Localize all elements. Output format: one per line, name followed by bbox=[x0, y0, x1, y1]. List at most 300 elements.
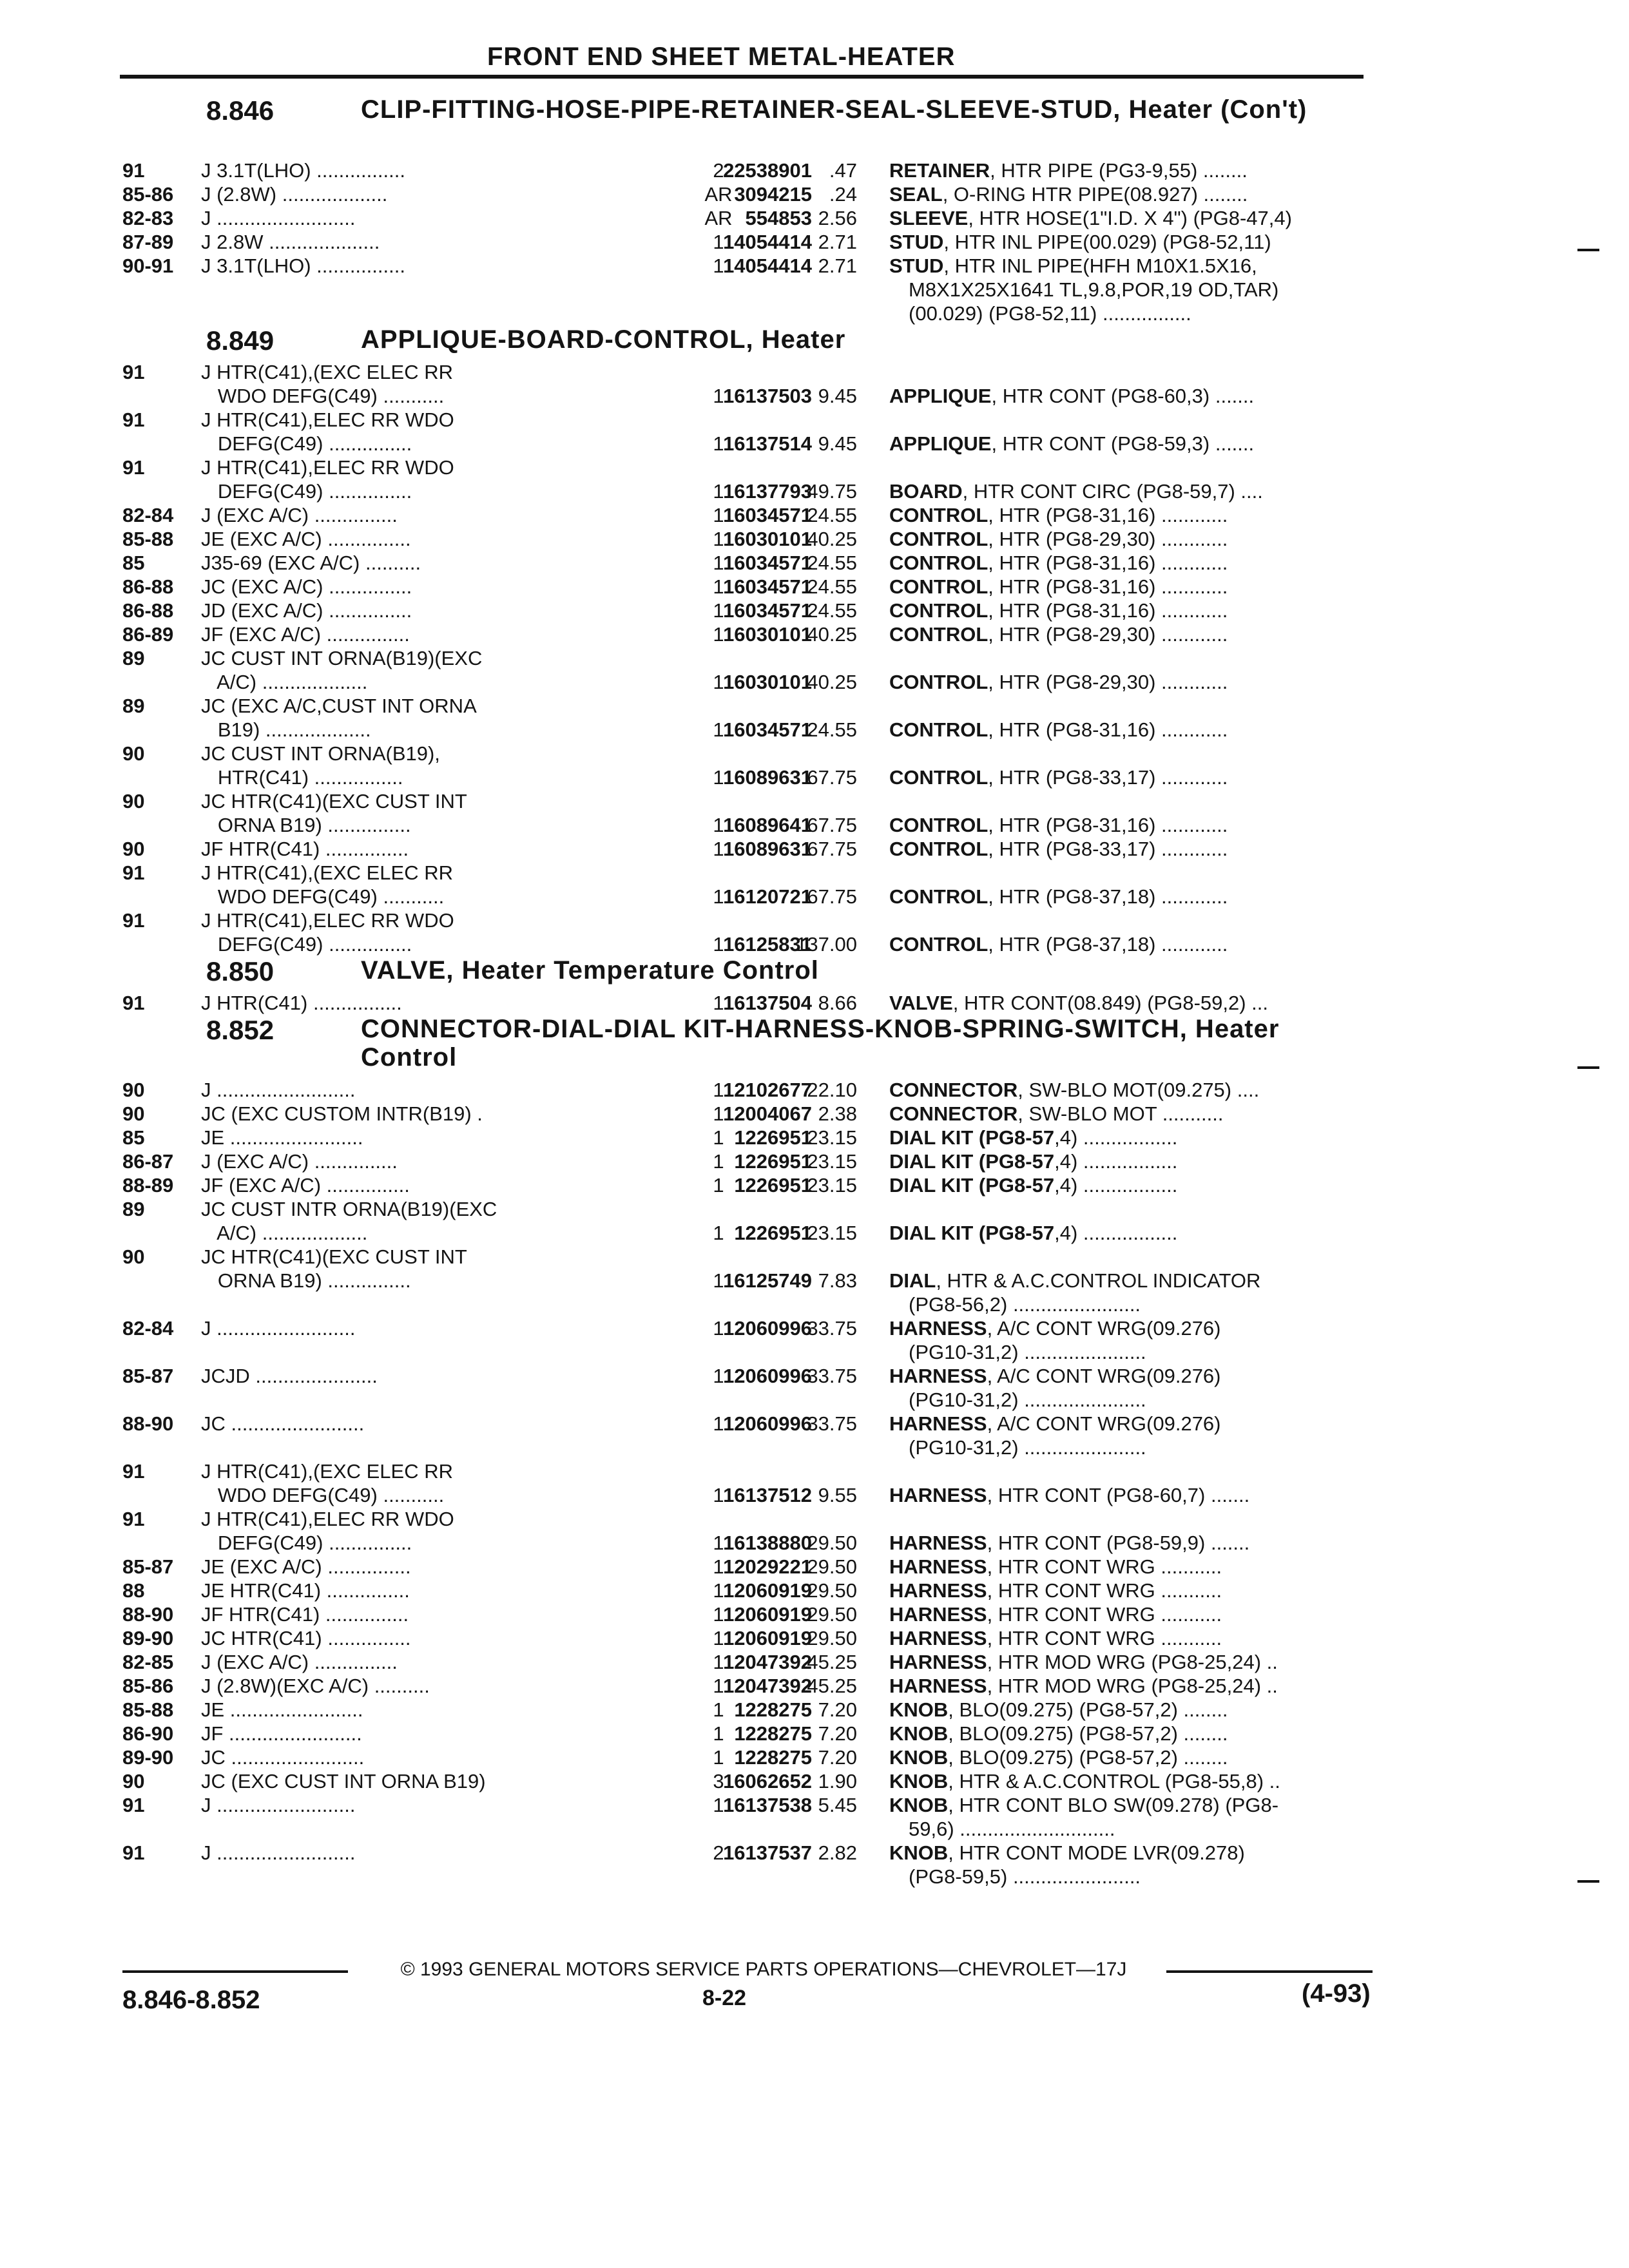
description-line: KNOB, BLO(09.275) (PG8-57,2) ........ bbox=[889, 1698, 1228, 1721]
model-year: 86-88 bbox=[122, 575, 174, 598]
application-line: J HTR(C41),(EXC ELEC RR bbox=[201, 861, 453, 884]
part-row bbox=[122, 1459, 1385, 1507]
model-year: 91 bbox=[122, 456, 145, 479]
application-line: J ......................... bbox=[201, 1317, 356, 1340]
catalog-section bbox=[122, 1015, 1385, 1888]
application bbox=[201, 1149, 549, 1173]
part-row bbox=[122, 408, 1385, 456]
application-line: J 2.8W .................... bbox=[201, 231, 380, 253]
part-row bbox=[122, 1126, 1385, 1149]
part-description bbox=[889, 527, 1366, 551]
application-line: DEFG(C49) ............... bbox=[201, 933, 412, 956]
part-row bbox=[122, 837, 1385, 861]
description-line: CONTROL, HTR (PG8-29,30) ............ bbox=[889, 623, 1228, 646]
part-description bbox=[889, 182, 1366, 206]
list-price: 7.20 bbox=[818, 1722, 857, 1745]
application bbox=[201, 1078, 549, 1102]
part-row bbox=[122, 1197, 1385, 1245]
application bbox=[201, 575, 549, 599]
part-description bbox=[889, 1173, 1366, 1197]
part-row bbox=[122, 159, 1385, 182]
application-line: J ......................... bbox=[201, 1079, 356, 1101]
part-row bbox=[122, 646, 1385, 694]
description-line: HARNESS, HTR CONT (PG8-59,9) ....... bbox=[889, 1532, 1250, 1554]
part-description bbox=[889, 932, 1366, 956]
description-line: 59,6) ............................ bbox=[909, 1818, 1115, 1840]
description-line: CONTROL, HTR (PG8-37,18) ............ bbox=[889, 885, 1228, 908]
part-description bbox=[889, 991, 1366, 1015]
quantity: 1 bbox=[713, 1412, 724, 1435]
application-line: JE ........................ bbox=[201, 1126, 363, 1149]
model-year: 90 bbox=[122, 1245, 145, 1268]
description-line: HARNESS, HTR CONT WRG ........... bbox=[889, 1579, 1222, 1602]
model-year: 90 bbox=[122, 742, 145, 765]
quantity: 1 bbox=[713, 1150, 724, 1173]
list-price: 9.55 bbox=[818, 1484, 857, 1506]
model-year: 89 bbox=[122, 647, 145, 669]
footer-copyright: © 1993 GENERAL MOTORS SERVICE PARTS OPERATIONS—CHEVROLET—17J bbox=[400, 1959, 1127, 1980]
application-line: JC (EXC A/C) ............... bbox=[201, 575, 412, 598]
description-line: RETAINER, HTR PIPE (PG3-9,55) ........ bbox=[889, 159, 1248, 182]
model-year: 88 bbox=[122, 1579, 145, 1602]
part-name: HARNESS bbox=[889, 1532, 987, 1554]
application-line: DEFG(C49) ............... bbox=[201, 432, 412, 455]
quantity: 1 bbox=[713, 1746, 724, 1769]
part-number: 12060919 bbox=[723, 1579, 812, 1602]
list-price: 29.50 bbox=[807, 1555, 857, 1578]
model-year: 85-88 bbox=[122, 1698, 174, 1721]
application bbox=[201, 551, 549, 575]
part-number: 16034571 bbox=[723, 718, 812, 741]
part-description bbox=[889, 599, 1366, 622]
part-description bbox=[889, 837, 1366, 861]
part-row bbox=[122, 1626, 1385, 1650]
description-line: CONTROL, HTR (PG8-33,17) ............ bbox=[889, 838, 1228, 860]
application bbox=[201, 646, 549, 694]
list-price: .47 bbox=[829, 159, 857, 182]
description-line: CONTROL, HTR (PG8-31,16) ............ bbox=[889, 552, 1228, 574]
part-number: 16089631 bbox=[723, 838, 812, 860]
part-number: 12047392 bbox=[723, 1675, 812, 1697]
part-number: 1228275 bbox=[734, 1722, 812, 1745]
part-number: 16030101 bbox=[723, 623, 812, 646]
part-description bbox=[889, 1149, 1366, 1173]
part-row bbox=[122, 1078, 1385, 1102]
list-price: 7.20 bbox=[818, 1698, 857, 1721]
quantity: 1 bbox=[713, 1269, 724, 1292]
list-price: 24.55 bbox=[807, 718, 857, 741]
part-name: DIAL bbox=[889, 1269, 936, 1292]
application bbox=[201, 503, 549, 527]
part-number: 14054414 bbox=[723, 255, 812, 277]
application bbox=[201, 360, 549, 408]
part-name: BOARD bbox=[889, 480, 963, 503]
part-row bbox=[122, 575, 1385, 599]
application-line: ORNA B19) ............... bbox=[201, 814, 411, 836]
description-line: CONTROL, HTR (PG8-31,16) ............ bbox=[889, 599, 1228, 622]
model-year: 89 bbox=[122, 1198, 145, 1220]
part-description bbox=[889, 1555, 1366, 1579]
list-price: 45.25 bbox=[807, 1675, 857, 1697]
model-year: 91 bbox=[122, 1841, 145, 1864]
part-name: VALVE bbox=[889, 992, 953, 1014]
part-name: KNOB bbox=[889, 1770, 949, 1792]
quantity: 1 bbox=[713, 1555, 724, 1578]
part-row bbox=[122, 1745, 1385, 1769]
quantity: 1 bbox=[713, 385, 724, 407]
quantity: 1 bbox=[713, 1126, 724, 1149]
model-year: 90 bbox=[122, 1102, 145, 1125]
part-number: 16034571 bbox=[723, 599, 812, 622]
application-line: J ......................... bbox=[201, 207, 356, 229]
description-line: DIAL KIT (PG8-57,4) ................. bbox=[889, 1222, 1178, 1244]
description-line: CONTROL, HTR (PG8-31,16) ............ bbox=[889, 814, 1228, 836]
part-name: DIAL KIT (PG8-57 bbox=[889, 1150, 1055, 1173]
section-heading bbox=[122, 1015, 1385, 1078]
part-row bbox=[122, 206, 1385, 230]
application bbox=[201, 1579, 549, 1602]
part-number: 16034571 bbox=[723, 552, 812, 574]
part-row bbox=[122, 1579, 1385, 1602]
description-line: STUD, HTR INL PIPE(HFH M10X1.5X16, bbox=[889, 255, 1257, 277]
list-price: .24 bbox=[829, 183, 857, 206]
model-year: 91 bbox=[122, 361, 145, 383]
parts-catalog-listing bbox=[122, 95, 1385, 1888]
description-line: CONNECTOR, SW-BLO MOT ........... bbox=[889, 1102, 1224, 1125]
part-description bbox=[889, 503, 1366, 527]
list-price: 24.55 bbox=[807, 599, 857, 622]
application-line: A/C) ................... bbox=[201, 1222, 368, 1244]
application-line: DEFG(C49) ............... bbox=[201, 480, 412, 503]
application-line: DEFG(C49) ............... bbox=[201, 1532, 412, 1554]
application-line: J (2.8W)(EXC A/C) .......... bbox=[201, 1675, 430, 1697]
quantity: 1 bbox=[713, 1365, 724, 1387]
list-price: 33.75 bbox=[807, 1317, 857, 1340]
quantity: 1 bbox=[713, 623, 724, 646]
quantity: 2 bbox=[713, 1841, 724, 1864]
part-number: 12060996 bbox=[723, 1365, 812, 1387]
part-description bbox=[889, 230, 1366, 254]
list-price: 7.83 bbox=[818, 1269, 857, 1292]
model-year: 91 bbox=[122, 1460, 145, 1483]
part-number: 16137537 bbox=[723, 1841, 812, 1864]
application-line: J HTR(C41),ELEC RR WDO bbox=[201, 909, 454, 932]
part-description bbox=[889, 1483, 1366, 1507]
part-name: CONTROL bbox=[889, 575, 988, 598]
description-line: HARNESS, HTR CONT WRG ........... bbox=[889, 1627, 1222, 1649]
part-row bbox=[122, 789, 1385, 837]
application-line: WDO DEFG(C49) ........... bbox=[201, 1484, 445, 1506]
application-line: JC CUST INTR ORNA(B19)(EXC bbox=[201, 1198, 497, 1220]
application-line: J HTR(C41),ELEC RR WDO bbox=[201, 1508, 454, 1530]
part-row bbox=[122, 1102, 1385, 1126]
application bbox=[201, 1364, 549, 1388]
model-year: 90 bbox=[122, 838, 145, 860]
quantity: 1 bbox=[713, 1222, 724, 1244]
quantity: 1 bbox=[713, 992, 724, 1014]
list-price: 23.15 bbox=[807, 1150, 857, 1173]
model-year: 87-89 bbox=[122, 231, 174, 253]
quantity: 2 bbox=[713, 159, 724, 182]
list-price: 2.56 bbox=[818, 207, 857, 229]
application bbox=[201, 456, 549, 503]
application bbox=[201, 861, 549, 908]
list-price: 2.82 bbox=[818, 1841, 857, 1864]
part-row bbox=[122, 1173, 1385, 1197]
list-price: 40.25 bbox=[807, 671, 857, 693]
part-description bbox=[889, 1531, 1366, 1555]
application bbox=[201, 1602, 549, 1626]
quantity: 1 bbox=[713, 255, 724, 277]
section-heading bbox=[122, 956, 1385, 991]
description-line: APPLIQUE, HTR CONT (PG8-59,3) ....... bbox=[889, 432, 1255, 455]
list-price: 67.75 bbox=[807, 766, 857, 789]
section-heading bbox=[122, 95, 1385, 159]
list-price: 29.50 bbox=[807, 1532, 857, 1554]
description-line: (PG8-56,2) ....................... bbox=[909, 1293, 1141, 1316]
quantity: 1 bbox=[713, 1102, 724, 1125]
part-description bbox=[889, 1769, 1366, 1793]
application-line: J 3.1T(LHO) ................ bbox=[201, 255, 405, 277]
part-row bbox=[122, 1793, 1385, 1841]
application-line: WDO DEFG(C49) ........... bbox=[201, 385, 445, 407]
part-name: HARNESS bbox=[889, 1365, 987, 1387]
part-row bbox=[122, 1555, 1385, 1579]
application bbox=[201, 742, 549, 789]
part-name: HARNESS bbox=[889, 1603, 987, 1626]
part-row bbox=[122, 599, 1385, 622]
part-row bbox=[122, 742, 1385, 789]
description-line: HARNESS, HTR MOD WRG (PG8-25,24) .. bbox=[889, 1675, 1278, 1697]
list-price: 29.50 bbox=[807, 1603, 857, 1626]
section-title: CONNECTOR-DIAL-DIAL KIT-HARNESS-KNOB-SPRING-SWITCH, Heater Control bbox=[361, 1015, 1280, 1072]
application-line: WDO DEFG(C49) ........... bbox=[201, 885, 445, 908]
part-row bbox=[122, 1841, 1385, 1888]
part-row bbox=[122, 1674, 1385, 1698]
application bbox=[201, 1102, 549, 1126]
quantity: 3 bbox=[713, 1770, 724, 1792]
list-price: 33.75 bbox=[807, 1412, 857, 1435]
part-row bbox=[122, 527, 1385, 551]
application-line: J HTR(C41),ELEC RR WDO bbox=[201, 408, 454, 431]
list-price: 24.55 bbox=[807, 504, 857, 526]
quantity: 1 bbox=[713, 575, 724, 598]
part-description bbox=[889, 1102, 1366, 1126]
part-description bbox=[889, 622, 1366, 646]
part-description bbox=[889, 432, 1366, 456]
list-price: 9.45 bbox=[818, 385, 857, 407]
list-price: 5.45 bbox=[818, 1794, 857, 1816]
model-year: 82-83 bbox=[122, 207, 174, 229]
quantity: 1 bbox=[713, 432, 724, 455]
model-year: 91 bbox=[122, 909, 145, 932]
description-line: (PG10-31,2) ...................... bbox=[909, 1341, 1146, 1363]
part-name: SLEEVE bbox=[889, 207, 969, 229]
description-line: (00.029) (PG8-52,11) ................ bbox=[909, 302, 1191, 325]
part-row bbox=[122, 1650, 1385, 1674]
part-description bbox=[889, 479, 1366, 503]
model-year: 85 bbox=[122, 552, 145, 574]
application-line: J HTR(C41),(EXC ELEC RR bbox=[201, 361, 453, 383]
list-price: 7.20 bbox=[818, 1746, 857, 1769]
part-description bbox=[889, 206, 1366, 230]
quantity: AR bbox=[704, 183, 733, 206]
description-line: M8X1X25X1641 TL,9.8,POR,19 OD,TAR) bbox=[909, 278, 1279, 301]
model-year: 89 bbox=[122, 695, 145, 717]
part-row bbox=[122, 254, 1385, 325]
part-number: 12060919 bbox=[723, 1627, 812, 1649]
part-description bbox=[889, 1269, 1366, 1316]
part-number: 16137793 bbox=[723, 480, 812, 503]
application bbox=[201, 1316, 549, 1340]
model-year: 90 bbox=[122, 1770, 145, 1792]
description-line: CONTROL, HTR (PG8-37,18) ............ bbox=[889, 933, 1228, 956]
list-price: 45.25 bbox=[807, 1651, 857, 1673]
application bbox=[201, 1793, 549, 1817]
part-name: CONTROL bbox=[889, 552, 988, 574]
part-name: STUD bbox=[889, 231, 944, 253]
application-line: A/C) ................... bbox=[201, 671, 368, 693]
description-line: SLEEVE, HTR HOSE(1"I.D. X 4") (PG8-47,4) bbox=[889, 207, 1292, 229]
list-price: 67.75 bbox=[807, 838, 857, 860]
application-line: JC HTR(C41) ............... bbox=[201, 1627, 411, 1649]
part-row bbox=[122, 1412, 1385, 1459]
quantity: 1 bbox=[713, 528, 724, 550]
quantity: 1 bbox=[713, 1079, 724, 1101]
part-number: 1226951 bbox=[734, 1150, 812, 1173]
margin-tick-mark bbox=[1577, 1066, 1599, 1069]
list-price: 33.75 bbox=[807, 1365, 857, 1387]
model-year: 82-84 bbox=[122, 1317, 174, 1340]
part-name: KNOB bbox=[889, 1841, 949, 1864]
quantity: AR bbox=[704, 207, 733, 229]
application-line: JC CUST INT ORNA(B19)(EXC bbox=[201, 647, 483, 669]
part-row bbox=[122, 1245, 1385, 1316]
quantity: 1 bbox=[713, 1698, 724, 1721]
model-year: 89-90 bbox=[122, 1746, 174, 1769]
list-price: 2.71 bbox=[818, 231, 857, 253]
application-line: JF HTR(C41) ............... bbox=[201, 838, 409, 860]
part-name: HARNESS bbox=[889, 1484, 987, 1506]
list-price: 29.50 bbox=[807, 1627, 857, 1649]
quantity: 1 bbox=[713, 1579, 724, 1602]
part-number: 16125749 bbox=[723, 1269, 812, 1292]
section-title: VALVE, Heater Temperature Control bbox=[361, 956, 819, 985]
part-description bbox=[889, 1674, 1366, 1698]
model-year: 90 bbox=[122, 1079, 145, 1101]
model-year: 90 bbox=[122, 790, 145, 812]
description-line: CONNECTOR, SW-BLO MOT(09.275) .... bbox=[889, 1079, 1260, 1101]
list-price: 22.10 bbox=[807, 1079, 857, 1101]
part-description bbox=[889, 384, 1366, 408]
application bbox=[201, 622, 549, 646]
part-name: CONTROL bbox=[889, 838, 988, 860]
description-line: SEAL, O-RING HTR PIPE(08.927) ........ bbox=[889, 183, 1248, 206]
part-description bbox=[889, 885, 1366, 908]
quantity: 1 bbox=[713, 1794, 724, 1816]
list-price: 29.50 bbox=[807, 1579, 857, 1602]
application bbox=[201, 1173, 549, 1197]
part-description bbox=[889, 1412, 1366, 1459]
part-description bbox=[889, 1841, 1366, 1888]
list-price: 9.45 bbox=[818, 432, 857, 455]
part-name: STUD bbox=[889, 255, 944, 277]
part-name: KNOB bbox=[889, 1722, 949, 1745]
part-number: 16137514 bbox=[723, 432, 812, 455]
description-line: BOARD, HTR CONT CIRC (PG8-59,7) .... bbox=[889, 480, 1263, 503]
part-name: KNOB bbox=[889, 1794, 949, 1816]
part-row bbox=[122, 1149, 1385, 1173]
part-row bbox=[122, 991, 1385, 1015]
part-row bbox=[122, 1722, 1385, 1745]
quantity: 1 bbox=[713, 1627, 724, 1649]
footer-revision-date: (4-93) bbox=[1302, 1979, 1371, 2008]
application-line: J (EXC A/C) ............... bbox=[201, 1651, 398, 1673]
part-name: CONTROL bbox=[889, 671, 988, 693]
model-year: 91 bbox=[122, 159, 145, 182]
quantity: 1 bbox=[713, 1651, 724, 1673]
model-year: 82-84 bbox=[122, 504, 174, 526]
description-line: DIAL KIT (PG8-57,4) ................. bbox=[889, 1150, 1178, 1173]
quantity: 1 bbox=[713, 838, 724, 860]
application-line: JE ........................ bbox=[201, 1698, 363, 1721]
application bbox=[201, 1745, 549, 1769]
application bbox=[201, 230, 549, 254]
description-line: DIAL, HTR & A.C.CONTROL INDICATOR bbox=[889, 1269, 1261, 1292]
part-number: 16034571 bbox=[723, 575, 812, 598]
description-line: DIAL KIT (PG8-57,4) ................. bbox=[889, 1126, 1178, 1149]
catalog-section bbox=[122, 95, 1385, 325]
part-number: 12060996 bbox=[723, 1412, 812, 1435]
description-line: (PG10-31,2) ...................... bbox=[909, 1389, 1146, 1411]
part-row bbox=[122, 360, 1385, 408]
part-name: CONTROL bbox=[889, 718, 988, 741]
list-price: 40.25 bbox=[807, 623, 857, 646]
application-line: JC (EXC CUST INT ORNA B19) bbox=[201, 1770, 486, 1792]
part-number: 12047392 bbox=[723, 1651, 812, 1673]
quantity: 1 bbox=[713, 933, 724, 956]
part-name: KNOB bbox=[889, 1746, 949, 1769]
part-number: 16137512 bbox=[723, 1484, 812, 1506]
quantity: 1 bbox=[713, 1675, 724, 1697]
part-number: 12029221 bbox=[723, 1555, 812, 1578]
quantity: 1 bbox=[713, 1174, 724, 1196]
quantity: 1 bbox=[713, 1317, 724, 1340]
list-price: 1.90 bbox=[818, 1770, 857, 1792]
quantity: 1 bbox=[713, 1722, 724, 1745]
section-number: 8.852 bbox=[206, 1015, 275, 1045]
model-year: 91 bbox=[122, 1794, 145, 1816]
application bbox=[201, 1769, 549, 1793]
description-line: CONTROL, HTR (PG8-31,16) ............ bbox=[889, 575, 1228, 598]
application-line: J ......................... bbox=[201, 1841, 356, 1864]
application bbox=[201, 599, 549, 622]
part-name: HARNESS bbox=[889, 1627, 987, 1649]
part-number: 1228275 bbox=[734, 1698, 812, 1721]
list-price: 67.75 bbox=[807, 814, 857, 836]
part-description bbox=[889, 1650, 1366, 1674]
part-number: 16089631 bbox=[723, 766, 812, 789]
footer-rule-right bbox=[1166, 1970, 1373, 1973]
model-year: 85-87 bbox=[122, 1555, 174, 1578]
list-price: 137.00 bbox=[796, 933, 857, 956]
catalog-section bbox=[122, 325, 1385, 956]
application-line: JC HTR(C41)(EXC CUST INT bbox=[201, 790, 467, 812]
description-line: CONTROL, HTR (PG8-31,16) ............ bbox=[889, 718, 1228, 741]
description-line: HARNESS, HTR CONT WRG ........... bbox=[889, 1603, 1222, 1626]
part-row bbox=[122, 622, 1385, 646]
part-row bbox=[122, 1602, 1385, 1626]
